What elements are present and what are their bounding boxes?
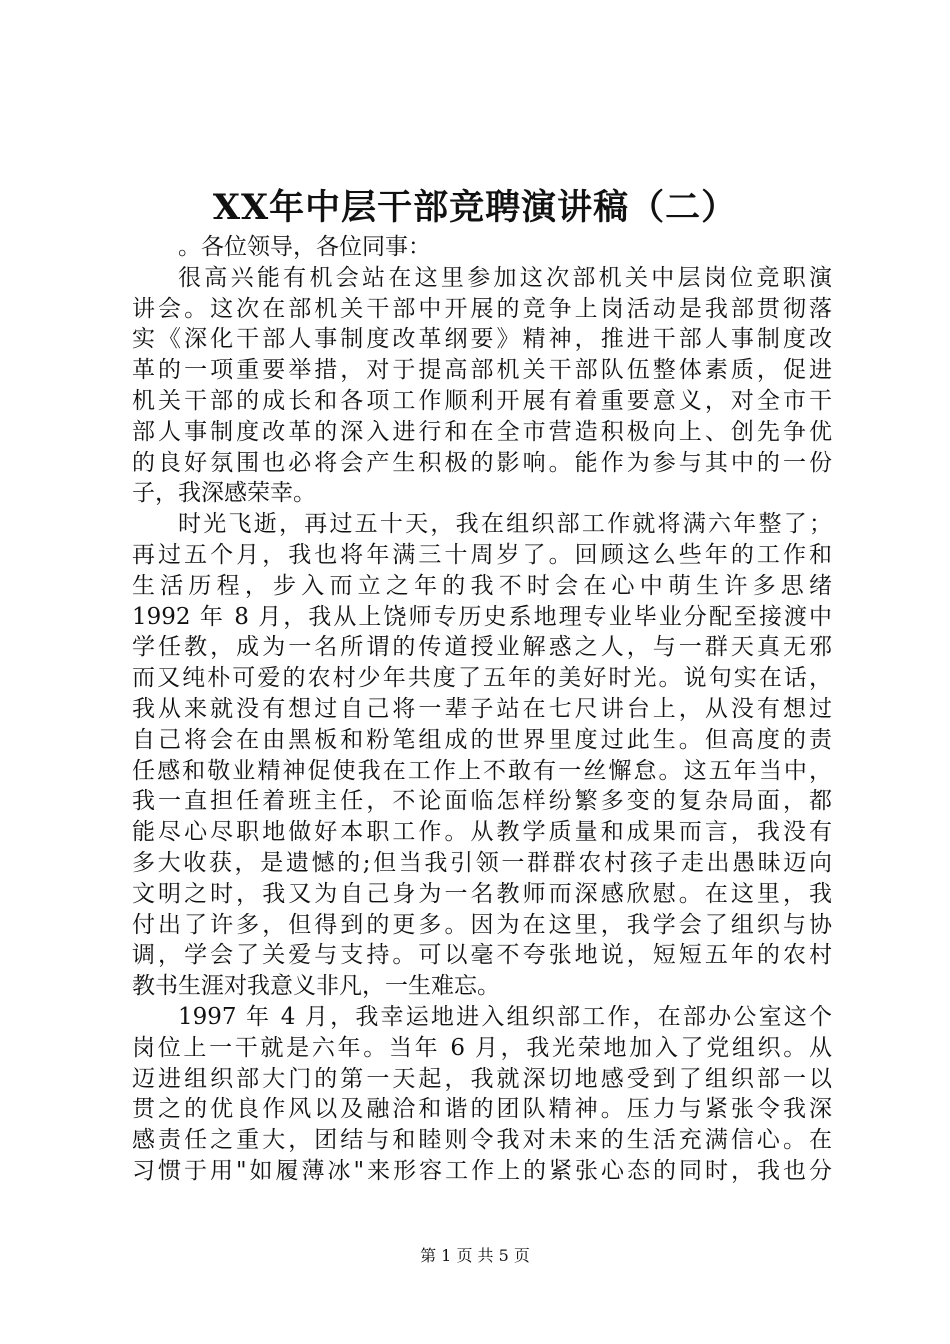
page-number-footer: 第 1 页 共 5 页 xyxy=(420,1246,530,1265)
body-line: 任感和敬业精神促使我在工作上不敢有一丝懈怠。这五年当中， xyxy=(132,757,832,784)
body-line: 教书生涯对我意义非凡，一生难忘。 xyxy=(132,973,500,1000)
body-line: 1992 年 8 月，我从上饶师专历史系地理专业毕业分配至接渡中 xyxy=(132,603,832,630)
body-line: 机关干部的成长和各项工作顺利开展有着重要意义，对全市干 xyxy=(132,387,832,414)
body-line: 部人事制度改革的深入进行和在全市营造积极向上、创先争优 xyxy=(132,418,832,445)
body-line: 时光飞逝，再过五十天，我在组织部工作就将满六年整了； xyxy=(178,511,832,538)
body-line: 我一直担任着班主任，不论面临怎样纷繁多变的复杂局面，都 xyxy=(132,788,832,815)
body-line: 调，学会了关爱与支持。可以毫不夸张地说，短短五年的农村 xyxy=(132,942,832,969)
body-line: 革的一项重要举措，对于提高部机关干部队伍整体素质，促进 xyxy=(132,357,832,384)
body-line: 我从来就没有想过自己将一辈子站在七尺讲台上，从没有想过 xyxy=(132,695,832,722)
body-line: 讲会。这次在部机关干部中开展的竞争上岗活动是我部贯彻落 xyxy=(132,295,832,322)
body-line: 习惯于用"如履薄冰"来形容工作上的紧张心态的同时，我也分 xyxy=(132,1157,832,1184)
body-line: 贯之的优良作风以及融洽和谐的团队精神。压力与紧张令我深 xyxy=(132,1096,832,1123)
body-line: 再过五个月，我也将年满三十周岁了。回顾这么些年的工作和 xyxy=(132,541,832,568)
body-line: 很高兴能有机会站在这里参加这次部机关中层岗位竞职演 xyxy=(178,264,832,291)
body-line: 岗位上一干就是六年。当年 6 月，我光荣地加入了党组织。从 xyxy=(132,1034,832,1061)
body-line: 。各位领导，各位同事： xyxy=(178,234,431,260)
document-body xyxy=(132,232,832,1187)
body-line: 实《深化干部人事制度改革纲要》精神，推进干部人事制度改 xyxy=(132,326,832,353)
body-line: 学任教，成为一名所谓的传道授业解惑之人，与一群天真无邪 xyxy=(132,634,832,661)
body-line: 多大收获，是遗憾的;但当我引领一群群农村孩子走出愚昧迈向 xyxy=(132,849,832,876)
body-line: 生活历程，步入而立之年的我不时会在心中萌生许多思绪 xyxy=(132,572,832,599)
body-line: 自己将会在由黑板和粉笔组成的世界里度过此生。但高度的责 xyxy=(132,726,832,753)
body-line: 而又纯朴可爱的农村少年共度了五年的美好时光。说句实在话， xyxy=(132,665,832,692)
body-line: 感责任之重大，团结与和睦则令我对未来的生活充满信心。在 xyxy=(132,1127,832,1154)
body-line: 能尽心尽职地做好本职工作。从教学质量和成果而言，我没有 xyxy=(132,819,832,846)
body-line: 的良好氛围也必将会产生积极的影响。能作为参与其中的一份 xyxy=(132,449,832,476)
body-line: 迈进组织部大门的第一天起，我就深切地感受到了组织部一以 xyxy=(132,1065,832,1092)
body-line: 子，我深感荣幸。 xyxy=(132,480,316,507)
body-line: 1997 年 4 月，我幸运地进入组织部工作，在部办公室这个 xyxy=(178,1003,832,1030)
document-title: XX年中层干部竞聘演讲稿（二） xyxy=(212,187,738,228)
body-line: 付出了许多，但得到的更多。因为在这里，我学会了组织与协 xyxy=(132,911,832,938)
body-line: 文明之时，我又为自己身为一名教师而深感欣慰。在这里，我 xyxy=(132,880,832,907)
